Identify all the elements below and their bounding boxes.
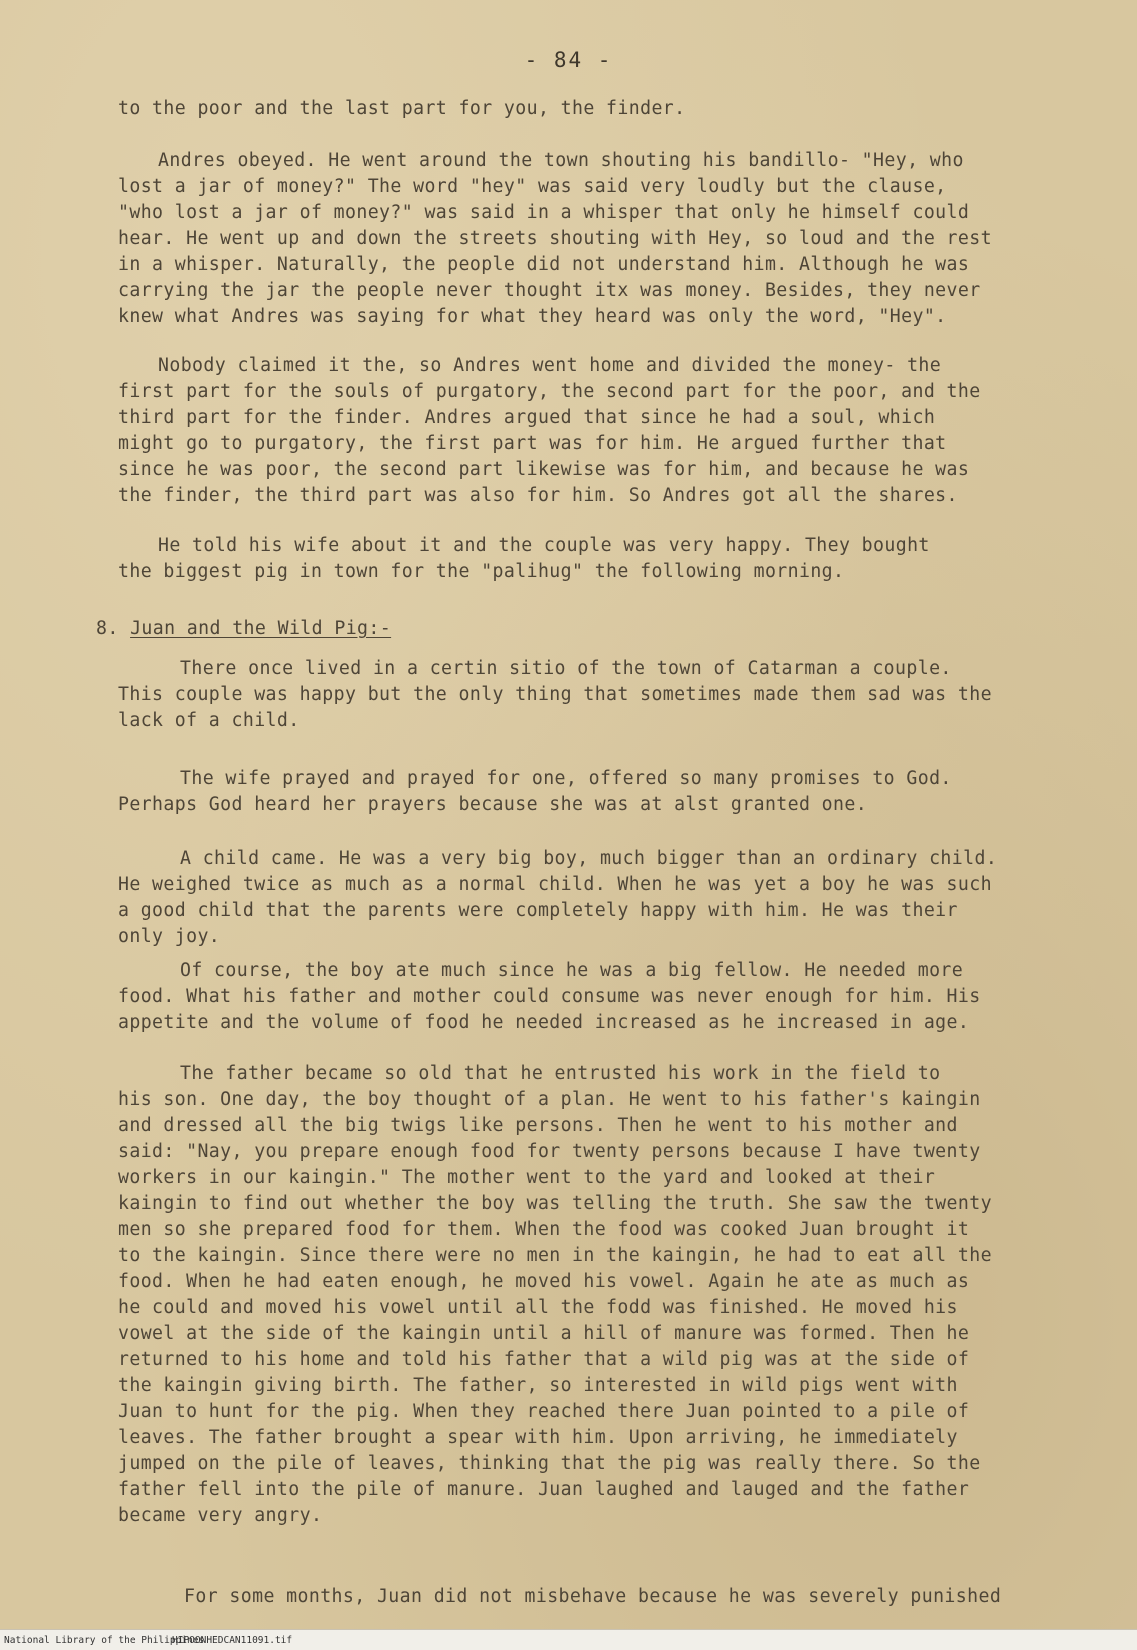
text-line: since he was poor, the second part likewise was for him, and because he was bbox=[118, 459, 970, 480]
text-line: he could and moved his vowel until all the fodd was finished. He moved his bbox=[118, 1297, 958, 1318]
text-line: Andres obeyed. He went around the town shouting his bandillo- "Hey, who bbox=[158, 150, 964, 171]
library-credit: National Library of the Philippines bbox=[4, 1635, 205, 1646]
text-line: the finder, the third part was also for him. So Andres got all the shares. bbox=[118, 485, 958, 506]
paragraph-6 bbox=[118, 766, 1078, 818]
text-line: jumped on the pile of leaves, thinking that the pig was really there. So the bbox=[118, 1453, 981, 1474]
text-line: Nobody claimed it the, so Andres went home and divided the money- the bbox=[158, 355, 942, 376]
text-line: There once lived in a certin sitio of the town of Catarman a couple. bbox=[180, 658, 952, 679]
text-line: He weighed twice as much as a normal child. When he was yet a boy he was such bbox=[118, 874, 992, 895]
paragraph-7 bbox=[118, 846, 1078, 950]
paragraph-1 bbox=[118, 96, 1078, 122]
page-number: - 84 - bbox=[524, 48, 613, 72]
text-line: hear. He went up and down the streets shouting with Hey, so loud and the rest bbox=[118, 228, 992, 249]
text-line: the kaingin giving birth. The father, so interested in wild pigs went with bbox=[118, 1375, 958, 1396]
paragraph-10 bbox=[118, 1584, 1078, 1610]
text-line: A child came. He was a very big boy, much bigger than an ordinary child. bbox=[180, 848, 998, 869]
paragraph-2 bbox=[118, 148, 1078, 330]
text-line: his son. One day, the boy thought of a plan. He went to his father's kaingin bbox=[118, 1089, 981, 1110]
text-line: kaingin to find out whether the boy was telling the truth. She saw the twenty bbox=[118, 1193, 992, 1214]
paragraph-5 bbox=[118, 656, 1078, 734]
text-line: He told his wife about it and the couple was very happy. They bought bbox=[158, 535, 930, 556]
section-number: 8. bbox=[96, 618, 119, 639]
paragraph-4 bbox=[118, 533, 1078, 585]
text-line: became very angry. bbox=[118, 1505, 323, 1526]
text-line: lost a jar of money?" The word "hey" was said very loudly but the clause, bbox=[118, 176, 947, 197]
text-line: Of course, the boy ate much since he was a big fellow. He needed more bbox=[180, 960, 964, 981]
text-line: knew what Andres was saying for what they heard was only the word, "Hey". bbox=[118, 306, 947, 327]
text-line: first part for the souls of purgatory, the second part for the poor, and the bbox=[118, 381, 981, 402]
text-line: lack of a child. bbox=[118, 710, 300, 731]
text-line: This couple was happy but the only thing that sometimes made them sad was the bbox=[118, 684, 992, 705]
text-line: said: "Nay, you prepare enough food for twenty persons because I have twenty bbox=[118, 1141, 981, 1162]
text-line: Juan to hunt for the pig. When they reached there Juan pointed to a pile of bbox=[118, 1401, 970, 1422]
text-line: "who lost a jar of money?" was said in a whisper that only he himself could bbox=[118, 202, 970, 223]
text-line: The wife prayed and prayed for one, offered so many promises to God. bbox=[180, 768, 952, 789]
text-line: to the poor and the last part for you, the finder. bbox=[118, 98, 686, 119]
text-line: food. What his father and mother could consume was never enough for him. His bbox=[118, 986, 981, 1007]
text-line: carrying the jar the people never thought itx was money. Besides, they never bbox=[118, 280, 981, 301]
text-line: food. When he had eaten enough, he moved his vowel. Again he ate as much as bbox=[118, 1271, 970, 1292]
text-line: returned to his home and told his father that a wild pig was at the side of bbox=[118, 1349, 970, 1370]
text-line: leaves. The father brought a spear with him. Upon arriving, he immediately bbox=[118, 1427, 958, 1448]
text-line: For some months, Juan did not misbehave because he was severely punished bbox=[184, 1586, 1002, 1607]
section-heading bbox=[96, 618, 391, 639]
text-line: and dressed all the big twigs like persons. Then he went to his mother and bbox=[118, 1115, 958, 1136]
file-name: HIPOONHEDCAN11091.tif bbox=[172, 1635, 293, 1646]
text-line: in a whisper. Naturally, the people did not understand him. Although he was bbox=[118, 254, 970, 275]
section-title: Juan and the Wild Pig:- bbox=[130, 618, 392, 639]
text-line: to the kaingin. Since there were no men in the kaingin, he had to eat all the bbox=[118, 1245, 992, 1266]
paragraph-9 bbox=[118, 1061, 1078, 1529]
text-line: appetite and the volume of food he needed increased as he increased in age. bbox=[118, 1012, 970, 1033]
text-line: vowel at the side of the kaingin until a hill of manure was formed. Then he bbox=[118, 1323, 970, 1344]
text-line: father fell into the pile of manure. Juan laughed and lauged and the father bbox=[118, 1479, 970, 1500]
text-line: workers in our kaingin." The mother went to the yard and looked at their bbox=[118, 1167, 936, 1188]
paragraph-3 bbox=[118, 353, 1078, 509]
paragraph-8 bbox=[118, 958, 1078, 1036]
text-line: the biggest pig in town for the "palihug" the following morning. bbox=[118, 561, 845, 582]
scan-footer bbox=[0, 1629, 1137, 1650]
text-line: The father became so old that he entrusted his work in the field to bbox=[180, 1063, 941, 1084]
text-line: third part for the finder. Andres argued that since he had a soul, which bbox=[118, 407, 936, 428]
text-line: Perhaps God heard her prayers because she was at alst granted one. bbox=[118, 794, 868, 815]
text-line: a good child that the parents were completely happy with him. He was their bbox=[118, 900, 958, 921]
text-line: might go to purgatory, the first part was for him. He argued further that bbox=[118, 433, 947, 454]
text-line: only joy. bbox=[118, 926, 221, 947]
text-line: men so she prepared food for them. When the food was cooked Juan brought it bbox=[118, 1219, 970, 1240]
